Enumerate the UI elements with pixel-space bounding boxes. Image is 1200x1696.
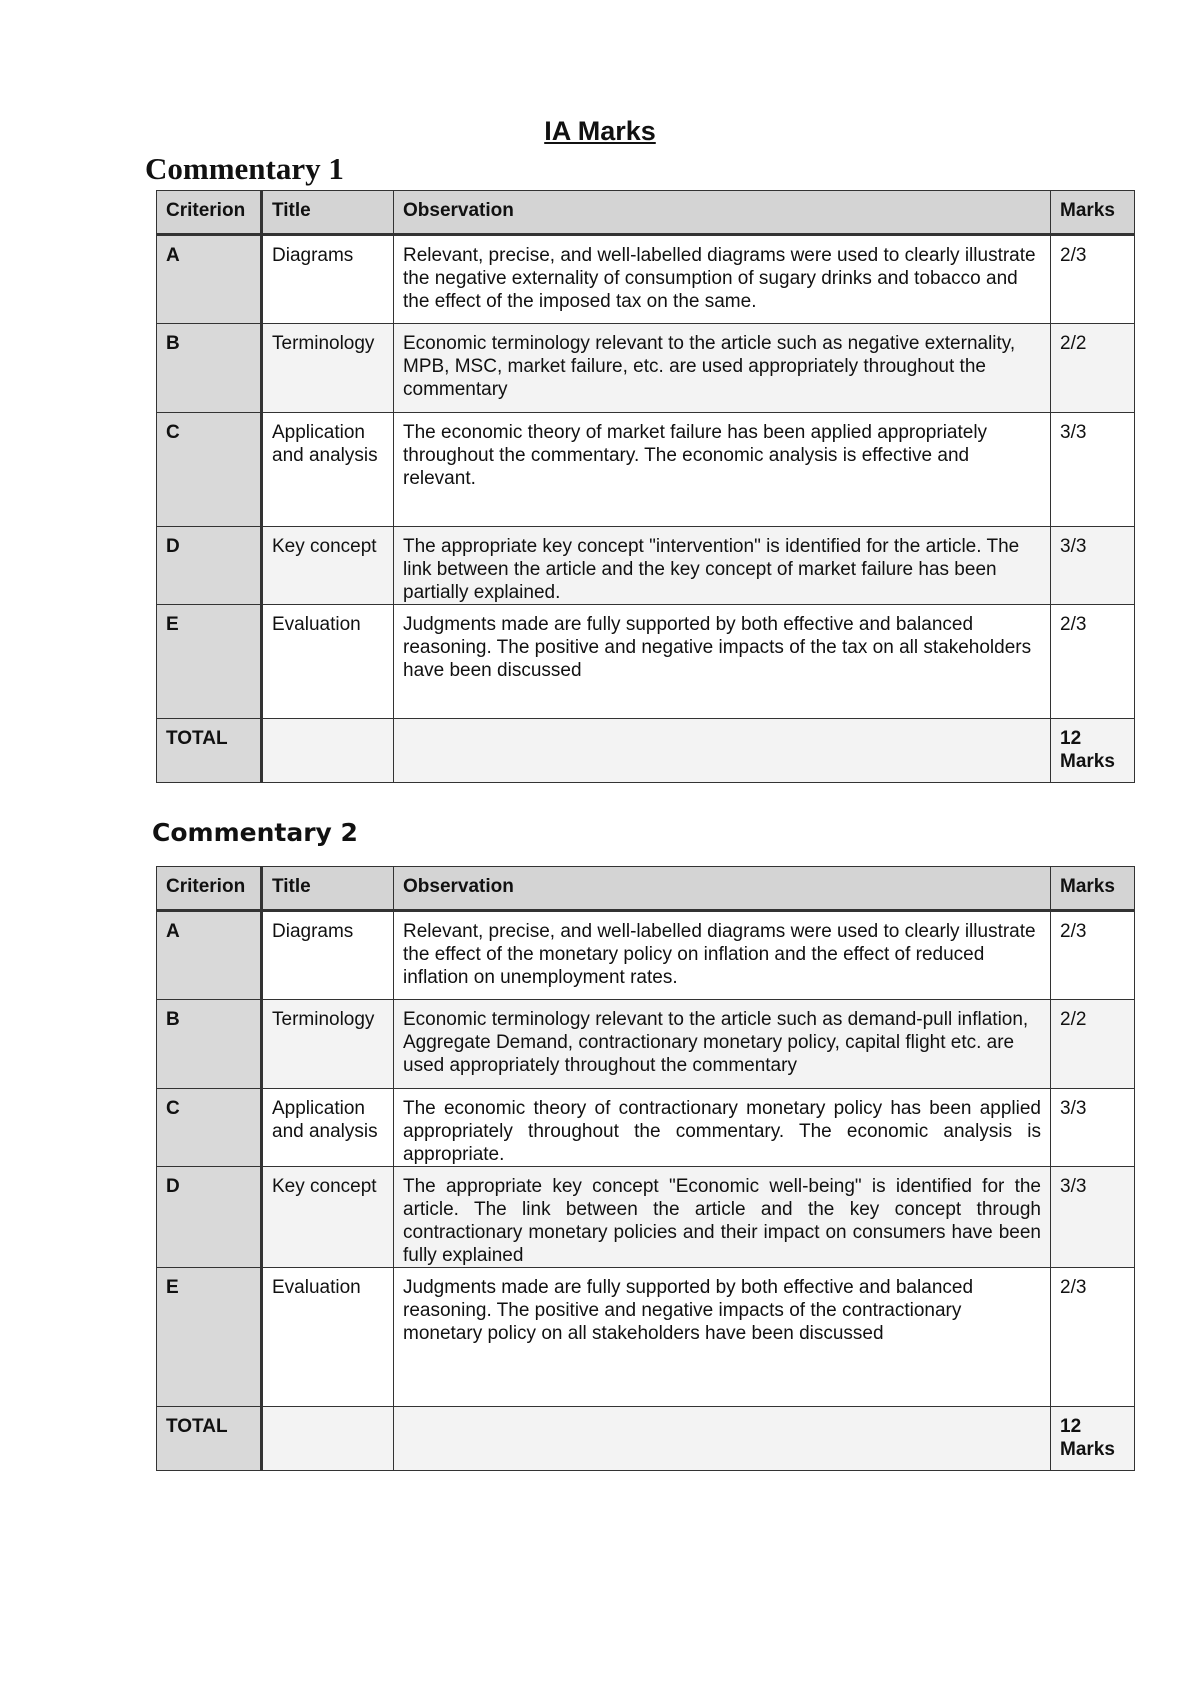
criterion-cell: B xyxy=(157,1000,262,1089)
empty-cell xyxy=(394,719,1051,783)
observation-cell: The economic theory of market failure has been applied appropriately throughout the commentary. The economic analysis is effective and relevant. xyxy=(394,413,1051,527)
empty-cell xyxy=(394,1407,1051,1471)
total-row xyxy=(157,1407,1135,1471)
marks-cell: 2/3 xyxy=(1051,605,1135,719)
criterion-cell: A xyxy=(157,911,262,1000)
title-cell: Diagrams xyxy=(262,911,394,1000)
marks-header: Marks xyxy=(1051,867,1135,911)
title-cell: Diagrams xyxy=(262,235,394,324)
title-header: Title xyxy=(262,867,394,911)
title-cell: Terminology xyxy=(262,1000,394,1089)
observation-cell: Relevant, precise, and well-labelled diagrams were used to clearly illustrate the effect of the monetary policy on inflation and the effect of reduced inflation on unemployment rates. xyxy=(394,911,1051,1000)
commentary-1-heading: Commentary 1 xyxy=(145,151,344,186)
commentary-2-heading: Commentary 2 xyxy=(152,818,358,847)
title-cell: Evaluation xyxy=(262,605,394,719)
title-cell: Application and analysis xyxy=(262,1089,394,1167)
table-row xyxy=(157,605,1135,719)
total-marks-cell: 12 Marks xyxy=(1051,1407,1135,1471)
table-row xyxy=(157,1000,1135,1089)
commentary-2-marks-table xyxy=(156,866,1135,1471)
observation-cell: Judgments made are fully supported by both effective and balanced reasoning. The positive and negative impacts of the tax on all stakeholders have been discussed xyxy=(394,605,1051,719)
total-marks-cell: 12 Marks xyxy=(1051,719,1135,783)
table-row xyxy=(157,413,1135,527)
criterion-cell: D xyxy=(157,527,262,605)
title-cell: Terminology xyxy=(262,324,394,413)
marks-cell: 2/3 xyxy=(1051,1268,1135,1407)
table-row xyxy=(157,235,1135,324)
title-cell: Key concept xyxy=(262,527,394,605)
marks-cell: 3/3 xyxy=(1051,1167,1135,1268)
criterion-cell: B xyxy=(157,324,262,413)
criterion-header: Criterion xyxy=(157,191,262,235)
table-header-row xyxy=(157,867,1135,911)
table-row xyxy=(157,324,1135,413)
observation-cell: Judgments made are fully supported by both effective and balanced reasoning. The positive and negative impacts of the contractionary monetary policy on all stakeholders have been discussed xyxy=(394,1268,1051,1407)
title-cell: Evaluation xyxy=(262,1268,394,1407)
table-row xyxy=(157,1167,1135,1268)
title-cell: Application and analysis xyxy=(262,413,394,527)
criterion-header: Criterion xyxy=(157,867,262,911)
criterion-cell: A xyxy=(157,235,262,324)
title-cell: Key concept xyxy=(262,1167,394,1268)
observation-cell: Relevant, precise, and well-labelled diagrams were used to clearly illustrate the negative externality of consumption of sugary drinks and tobacco and the effect of the imposed tax on the same. xyxy=(394,235,1051,324)
marks-header: Marks xyxy=(1051,191,1135,235)
observation-cell: The economic theory of contractionary monetary policy has been applied appropriately throughout the commentary. The economic analysis is appropriate. xyxy=(394,1089,1051,1167)
criterion-cell: C xyxy=(157,413,262,527)
criterion-cell: E xyxy=(157,605,262,719)
observation-header: Observation xyxy=(394,191,1051,235)
empty-cell xyxy=(262,1407,394,1471)
total-row xyxy=(157,719,1135,783)
observation-cell: The appropriate key concept "intervention" is identified for the article. The link between the article and the key concept of market failure has been partially explained. xyxy=(394,527,1051,605)
total-label-cell: TOTAL xyxy=(157,719,262,783)
marks-cell: 2/3 xyxy=(1051,911,1135,1000)
criterion-cell: C xyxy=(157,1089,262,1167)
table-row xyxy=(157,1268,1135,1407)
commentary-1-marks-table xyxy=(156,190,1135,783)
observation-cell: The appropriate key concept "Economic well-being" is identified for the article. The link between the article and the key concept through contractionary monetary policies and their impact on consumers have been fully explained xyxy=(394,1167,1051,1268)
document-title: IA Marks xyxy=(544,116,656,146)
title-header: Title xyxy=(262,191,394,235)
criterion-cell: D xyxy=(157,1167,262,1268)
table-row xyxy=(157,911,1135,1000)
marks-cell: 3/3 xyxy=(1051,1089,1135,1167)
observation-cell: Economic terminology relevant to the article such as demand-pull inflation, Aggregate Demand, contractionary monetary policy, capital flight etc. are used appropriately throughout the commentary xyxy=(394,1000,1051,1089)
observation-cell: Economic terminology relevant to the article such as negative externality, MPB, MSC, market failure, etc. are used appropriately throughout the commentary xyxy=(394,324,1051,413)
table-header-row xyxy=(157,191,1135,235)
table-row xyxy=(157,527,1135,605)
marks-cell: 3/3 xyxy=(1051,527,1135,605)
total-label-cell: TOTAL xyxy=(157,1407,262,1471)
marks-cell: 3/3 xyxy=(1051,413,1135,527)
marks-cell: 2/2 xyxy=(1051,324,1135,413)
empty-cell xyxy=(262,719,394,783)
marks-cell: 2/2 xyxy=(1051,1000,1135,1089)
criterion-cell: E xyxy=(157,1268,262,1407)
marks-cell: 2/3 xyxy=(1051,235,1135,324)
observation-header: Observation xyxy=(394,867,1051,911)
table-row xyxy=(157,1089,1135,1167)
